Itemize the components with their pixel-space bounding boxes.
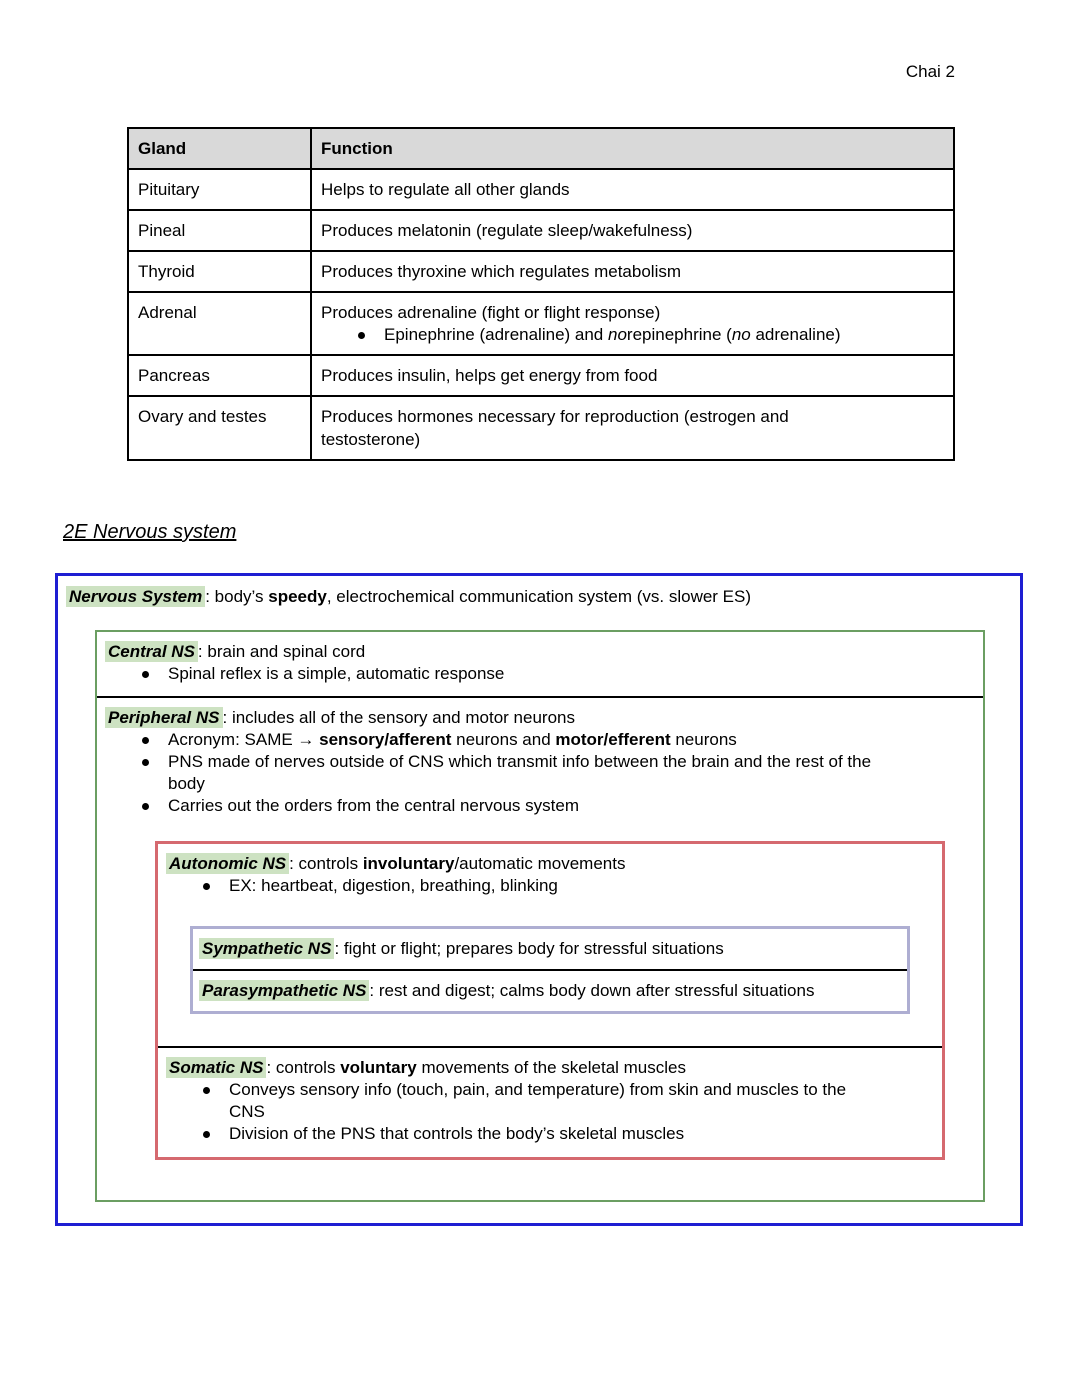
nervous-system-title: Nervous System : body’s speedy, electrochemical communication system (vs. slower ES) — [66, 586, 1012, 608]
table-header-row — [128, 128, 954, 169]
table-row — [128, 210, 954, 251]
bullet-item — [142, 795, 975, 817]
bullet-text: Acronym: SAME → sensory/afferent neurons and motor/efferent neurons — [168, 730, 737, 749]
gland-cell: Ovary and testes — [128, 396, 311, 460]
table-row — [128, 355, 954, 396]
function-bullet-list — [358, 324, 945, 346]
nervous-system-box — [55, 573, 1023, 1226]
bullet-dot-icon — [203, 1079, 229, 1094]
function-text — [321, 301, 945, 324]
sympathetic-parasympathetic-box — [190, 926, 910, 1014]
bullet-dot-icon — [142, 751, 168, 766]
autonomic-somatic-divider — [158, 1046, 942, 1048]
table-row — [128, 169, 954, 210]
autonomic-ns-section — [166, 853, 934, 1014]
gland-cell: Thyroid — [128, 251, 311, 292]
text-line: Produces thyroxine which regulates metabolism — [321, 262, 682, 281]
somatic-ns-bullet-list — [203, 1079, 934, 1145]
parasympathetic-ns-row: Parasympathetic NS : rest and digest; calms body down after stressful situations — [193, 971, 907, 1011]
central-ns-title: Central NS : brain and spinal cord — [105, 641, 975, 663]
central-ns-bullet-list — [142, 663, 975, 685]
function-cell — [311, 396, 954, 460]
text-line: Produces hormones necessary for reproduction (estrogen and — [321, 407, 789, 426]
bullet-item — [142, 729, 975, 751]
peripheral-ns-bullet-list — [142, 729, 975, 817]
gland-cell: Adrenal — [128, 292, 311, 355]
central-ns-section — [105, 641, 975, 685]
peripheral-ns-section — [105, 707, 975, 1160]
autonomic-somatic-box — [155, 841, 945, 1160]
bullet-dot-icon — [142, 795, 168, 810]
bullet-item — [358, 324, 945, 346]
bullet-dot-icon — [142, 663, 168, 678]
autonomic-ns-bullet-list — [203, 875, 934, 897]
bullet-item — [203, 1079, 934, 1123]
bullet-text: Conveys sensory info (touch, pain, and temperature) from skin and muscles to the CNS — [229, 1080, 847, 1121]
bullet-text: EX: heartbeat, digestion, breathing, blinking — [229, 876, 558, 895]
gland-function-table — [127, 127, 955, 461]
column-header-gland: Gland — [128, 128, 311, 169]
text-line: Produces adrenaline (fight or flight response) — [321, 303, 661, 322]
bullet-text: Division of the PNS that controls the body’s skeletal muscles — [229, 1124, 685, 1143]
bullet-dot-icon — [142, 729, 168, 744]
bullet-text: Spinal reflex is a simple, automatic response — [168, 664, 505, 683]
gland-cell: Pancreas — [128, 355, 311, 396]
table-row — [128, 292, 954, 355]
bullet-item — [203, 1123, 934, 1145]
page-header-author: Chai 2 — [905, 62, 955, 81]
peripheral-ns-title: Peripheral NS : includes all of the sensory and motor neurons — [105, 707, 975, 729]
table-row — [128, 396, 954, 460]
section-heading-nervous-system: 2E Nervous system — [63, 521, 237, 543]
text-line: Produces insulin, helps get energy from food — [321, 366, 658, 385]
somatic-ns-section — [166, 1057, 934, 1145]
bullet-text: Epinephrine (adrenaline) and norepinephrine (no adrenaline) — [384, 325, 841, 344]
central-peripheral-divider — [97, 696, 983, 698]
table-row — [128, 251, 954, 292]
bullet-item — [142, 751, 975, 795]
text-line: Helps to regulate all other glands — [321, 180, 570, 199]
sympathetic-ns-row: Sympathetic NS : fight or flight; prepares body for stressful situations — [193, 929, 907, 969]
bullet-text: PNS made of nerves outside of CNS which transmit info between the brain and the rest of the body — [168, 752, 872, 793]
function-cell — [311, 169, 954, 210]
column-header-function: Function — [311, 128, 954, 169]
text-line: Produces melatonin (regulate sleep/wakefulness) — [321, 221, 693, 240]
gland-cell: Pituitary — [128, 169, 311, 210]
bullet-dot-icon — [203, 875, 229, 890]
function-cell — [311, 292, 954, 355]
bullet-text: Carries out the orders from the central nervous system — [168, 796, 579, 815]
central-peripheral-box — [95, 630, 985, 1202]
function-cell — [311, 210, 954, 251]
bullet-dot-icon — [358, 324, 384, 339]
autonomic-ns-title: Autonomic NS : controls involuntary/automatic movements — [166, 853, 934, 875]
function-cell — [311, 355, 954, 396]
bullet-item — [142, 663, 975, 685]
text-line: testosterone) — [321, 430, 421, 449]
gland-cell: Pineal — [128, 210, 311, 251]
bullet-dot-icon — [203, 1123, 229, 1138]
somatic-ns-title: Somatic NS : controls voluntary movements of the skeletal muscles — [166, 1057, 934, 1079]
bullet-item — [203, 875, 934, 897]
function-cell — [311, 251, 954, 292]
